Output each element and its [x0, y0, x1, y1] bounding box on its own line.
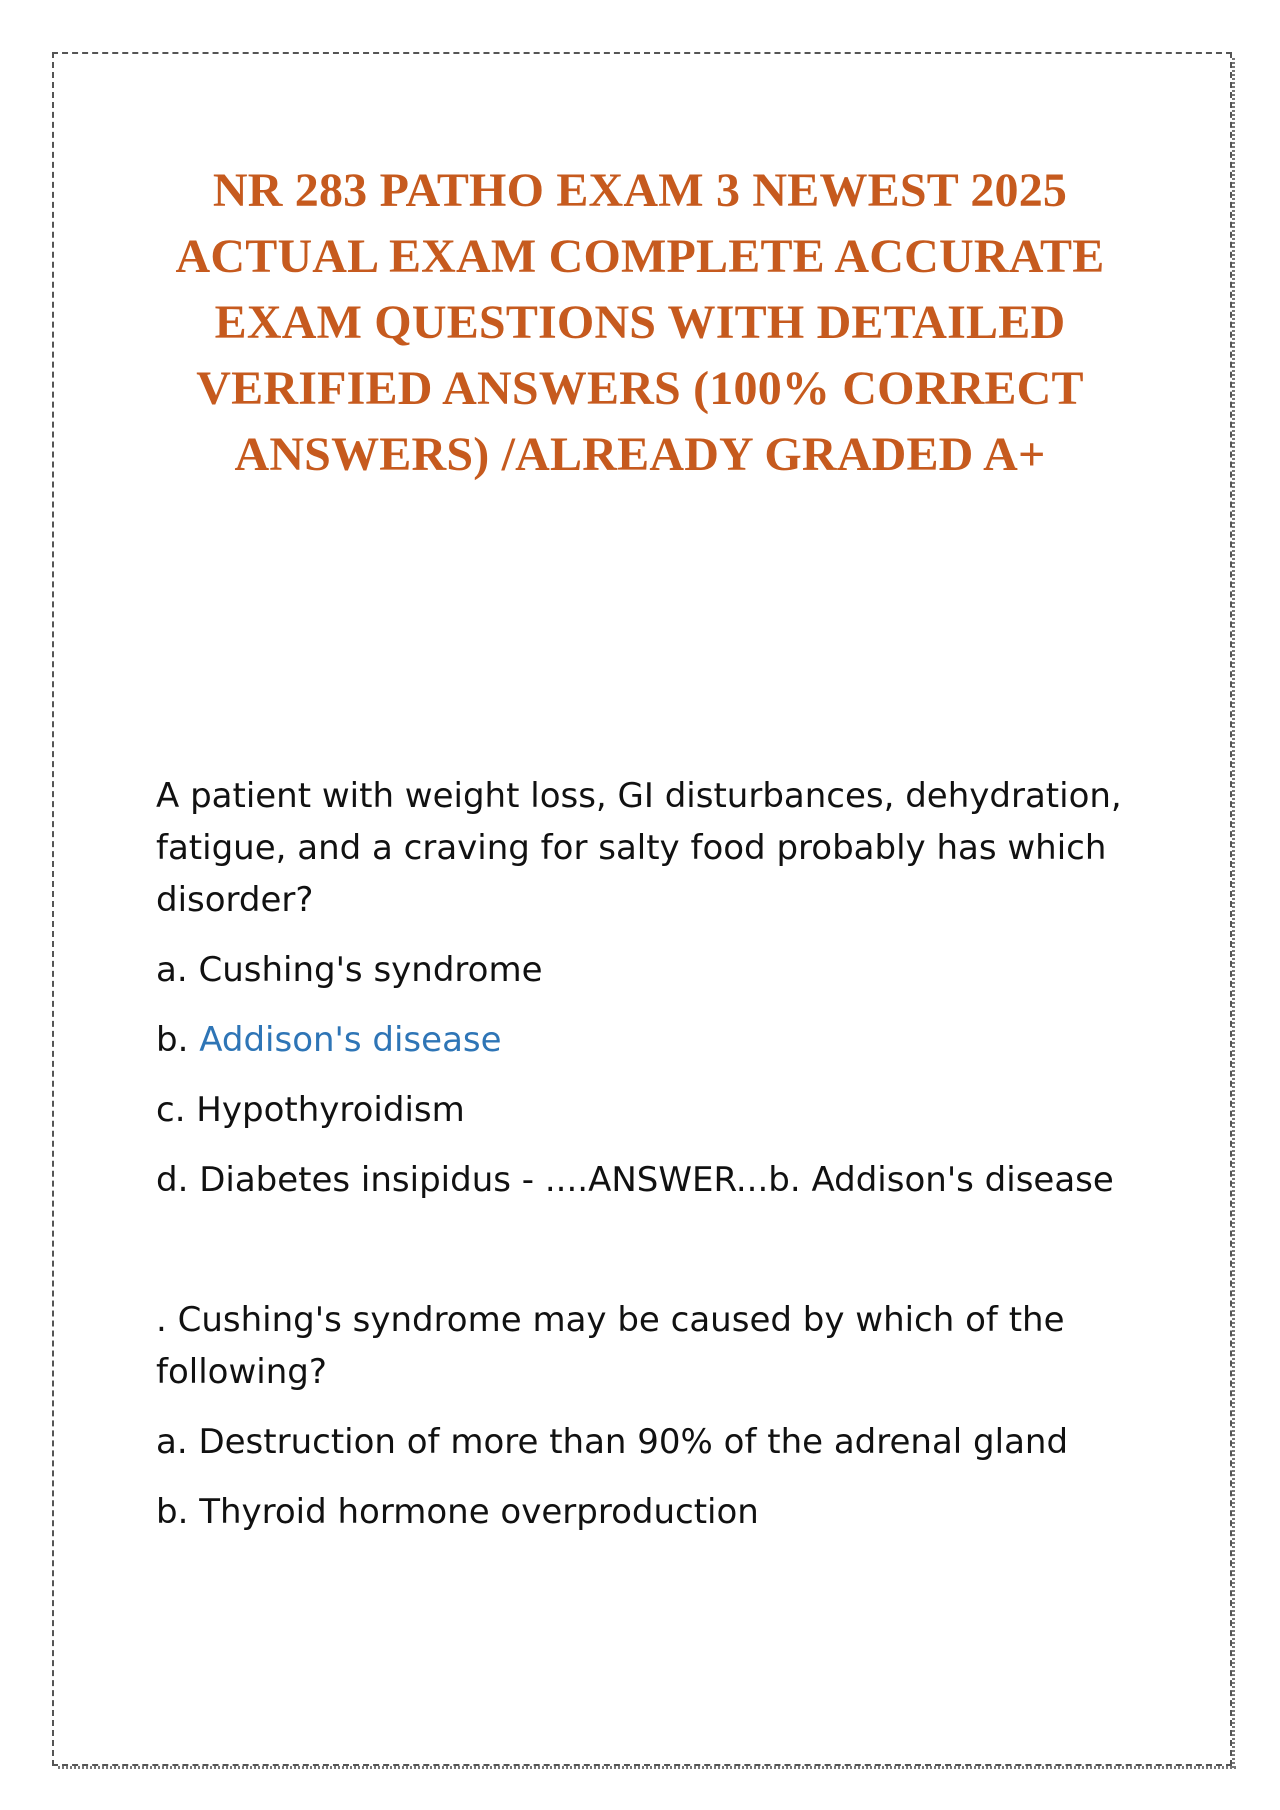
- option-c: c. Hypothyroidism: [156, 1090, 465, 1130]
- option-d-with-answer: d. Diabetes insipidus - ....ANSWER...b. Addison's disease: [156, 1160, 1114, 1200]
- question-block-1: [156, 770, 1156, 1206]
- question-text: A patient with weight loss, GI disturbances, dehydration, fatigue, and a craving for salty food probably has which disorder?: [156, 776, 1122, 920]
- question-text: . Cushing's syndrome may be caused by which of the following?: [156, 1300, 1065, 1392]
- document-title: NR 283 PATHO EXAM 3 NEWEST 2025 ACTUAL EXAM COMPLETE ACCURATE EXAM QUESTIONS WITH DETAILED VERIFIED ANSWERS (100% CORRECT ANSWERS) /ALREADY GRADED A+: [175, 164, 1105, 481]
- option-b: [156, 1014, 1156, 1066]
- option-a: a. Destruction of more than 90% of the adrenal gland: [156, 1422, 1069, 1462]
- document-body: [156, 770, 1156, 1556]
- option-a: a. Cushing's syndrome: [156, 950, 543, 990]
- option-b-prefix: b.: [156, 1020, 200, 1060]
- option-b-highlighted-answer: Addison's disease: [199, 1020, 502, 1060]
- question-block-2: [156, 1294, 1156, 1538]
- spacer: [156, 1224, 1156, 1294]
- option-b: b. Thyroid hormone overproduction: [156, 1492, 759, 1532]
